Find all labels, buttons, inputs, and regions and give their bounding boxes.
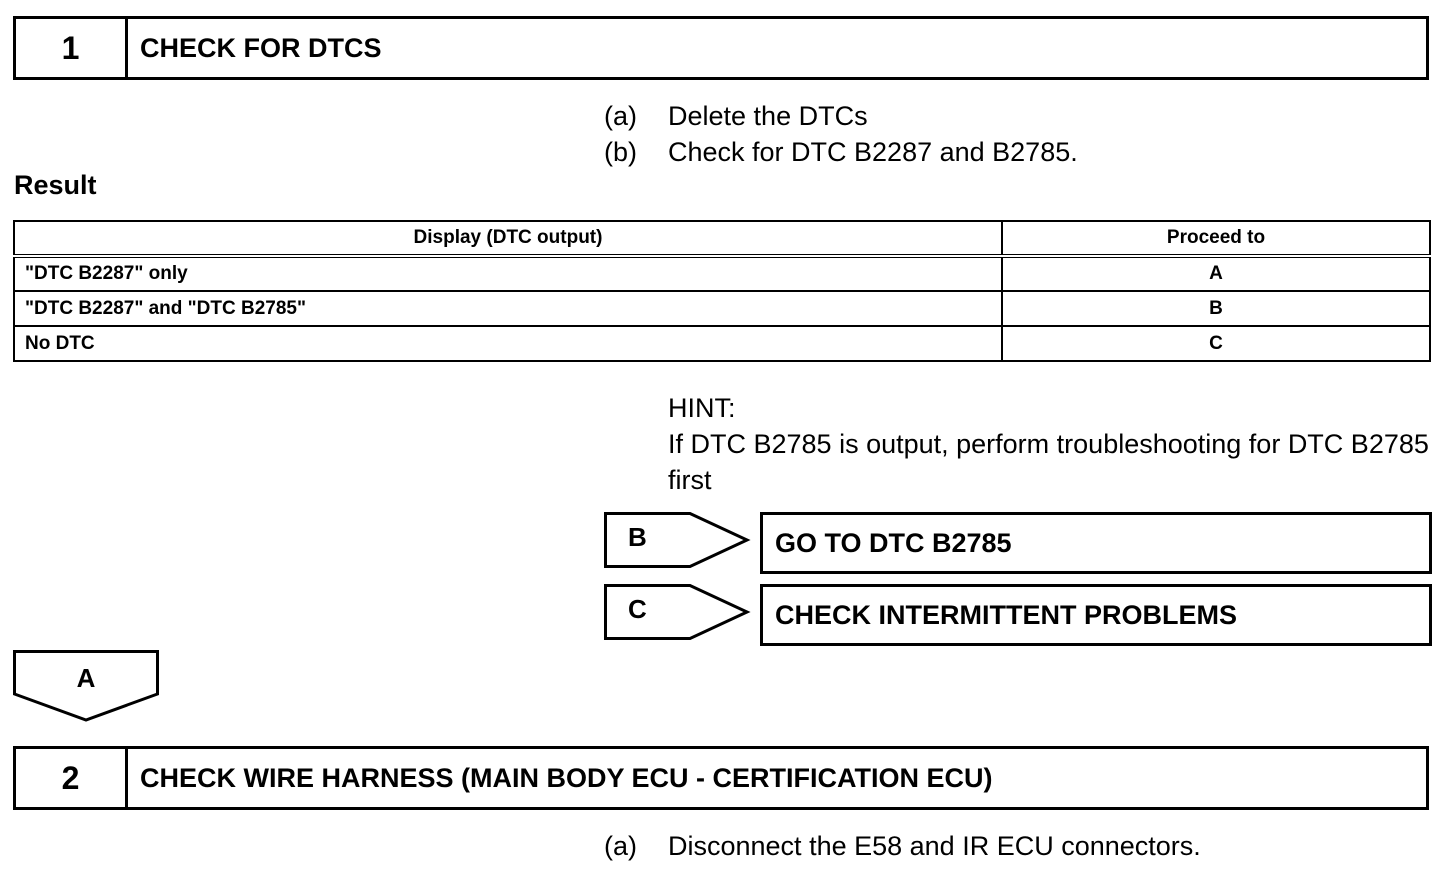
step-1-header: [13, 16, 1429, 80]
instruction-label: (a): [604, 101, 637, 131]
step-1-number: 1: [16, 19, 128, 77]
display-cell: "DTC B2287" only: [14, 256, 1002, 291]
instruction-text: Disconnect the E58 and IR ECU connectors.: [668, 831, 1201, 861]
result-heading: Result: [14, 170, 97, 200]
table-row: [14, 256, 1430, 291]
proceed-cell: C: [1002, 326, 1430, 361]
step-1-instruction-a: [604, 98, 868, 134]
check-intermittent-problems-box: CHECK INTERMITTENT PROBLEMS: [760, 584, 1432, 646]
result-table: [13, 220, 1431, 362]
proceed-cell: A: [1002, 256, 1430, 291]
step-2-header: [13, 746, 1429, 810]
step-2-number: 2: [16, 749, 128, 807]
instruction-label: (b): [604, 137, 637, 167]
continue-letter: A: [76, 663, 96, 693]
table-row: [14, 326, 1430, 361]
proceed-cell: B: [1002, 291, 1430, 326]
continue-arrow-a: [13, 650, 159, 722]
hint-label: HINT:: [668, 393, 736, 423]
display-cell: No DTC: [14, 326, 1002, 361]
branch-c-arrow: [604, 584, 750, 640]
instruction-text: Delete the DTCs: [668, 101, 868, 131]
branch-arrow-shape: [604, 512, 750, 568]
display-cell: "DTC B2287" and "DTC B2785": [14, 291, 1002, 326]
table-row: [14, 291, 1430, 326]
step-2-title: CHECK WIRE HARNESS (MAIN BODY ECU - CERTIFICATION ECU): [140, 762, 993, 793]
column-header-proceed: Proceed to: [1002, 221, 1430, 256]
column-header-display: Display (DTC output): [14, 221, 1002, 256]
table-header-row: [14, 221, 1430, 256]
step-2-instruction-a: [604, 828, 1201, 864]
hint-block: [668, 390, 1438, 498]
branch-b-arrow: [604, 512, 750, 568]
hint-text: If DTC B2785 is output, perform troubleshooting for DTC B2785 first: [668, 429, 1429, 495]
branch-letter: B: [628, 522, 647, 552]
instruction-label: (a): [604, 831, 637, 861]
go-to-dtc-b2785-box: GO TO DTC B2785: [760, 512, 1432, 574]
branch-letter: C: [628, 594, 647, 624]
instruction-text: Check for DTC B2287 and B2785.: [668, 137, 1078, 167]
step-1-title: CHECK FOR DTCS: [140, 32, 382, 63]
branch-arrow-shape: [604, 584, 750, 640]
step-1-instruction-b: [604, 134, 1078, 170]
